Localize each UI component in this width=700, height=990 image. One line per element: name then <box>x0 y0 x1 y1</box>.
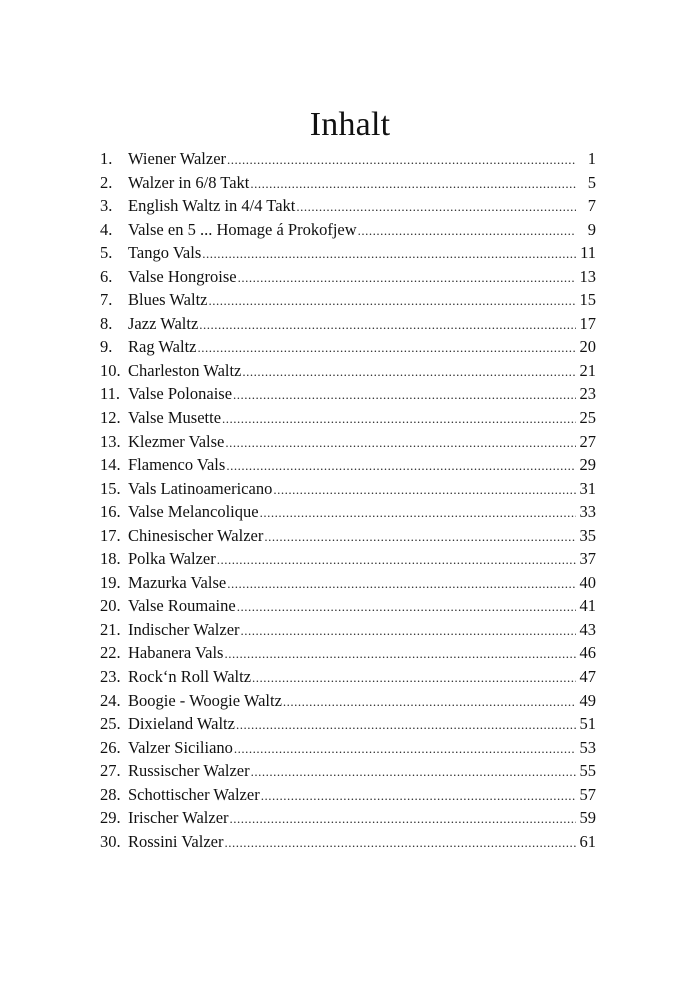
toc-entry-8[interactable] <box>100 312 596 336</box>
toc-entry-title[interactable]: Flamenco Vals <box>128 455 226 475</box>
toc-entry-title[interactable]: Rock‘n Roll Waltz <box>128 667 252 687</box>
toc-entry-number: 11. <box>100 384 121 404</box>
toc-entry-page[interactable]: 23 <box>579 384 596 404</box>
toc-entry-line <box>128 571 596 596</box>
toc-entry-title[interactable]: Rag Waltz <box>128 337 197 357</box>
toc-entry-line <box>128 430 596 455</box>
toc-entry-title[interactable]: Irischer Walzer <box>128 808 229 828</box>
toc-leader-dots <box>224 642 576 666</box>
toc-entry-number: 17. <box>100 525 121 545</box>
toc-entry-title[interactable]: Mazurka Valse <box>128 572 227 592</box>
toc-leader-dots <box>296 195 576 219</box>
toc-entry-title[interactable]: Rossini Valzer <box>128 831 224 851</box>
toc-entry-page[interactable]: 40 <box>579 572 596 592</box>
toc-entry-number: 1. <box>100 149 113 168</box>
toc-entry-page[interactable]: 7 <box>587 196 596 216</box>
toc-leader-dots <box>242 360 576 384</box>
toc-leader-dots <box>252 666 576 690</box>
toc-entry-4[interactable] <box>100 218 596 242</box>
toc-entry-line <box>128 382 596 407</box>
toc-entry-title[interactable]: Dixieland Waltz <box>128 714 235 734</box>
toc-entry-line <box>128 265 596 290</box>
toc-entry-28[interactable] <box>100 783 596 807</box>
toc-entry-29[interactable] <box>100 806 596 830</box>
toc-entry-19[interactable] <box>100 571 596 595</box>
toc-entry-24[interactable] <box>100 689 596 713</box>
toc-entry-title[interactable]: Boogie - Woogie Waltz <box>128 690 282 710</box>
toc-entry-title[interactable]: Valse Roumaine <box>128 596 236 616</box>
toc-entry-page[interactable]: 27 <box>579 431 596 451</box>
toc-entry-number: 20. <box>100 596 121 616</box>
toc-entry-line <box>128 335 596 360</box>
toc-entry-title[interactable]: Klezmer Valse <box>128 431 225 451</box>
toc-entry-number: 24. <box>100 690 121 710</box>
toc-leader-dots <box>226 454 576 478</box>
toc-entry-title[interactable]: Valse Hongroise <box>128 266 237 286</box>
toc-entry-title[interactable]: Valzer Siciliano <box>128 737 233 757</box>
toc-entry-number: 21. <box>100 619 121 639</box>
toc-leader-dots <box>241 619 576 643</box>
toc-leader-dots <box>230 807 576 831</box>
toc-entry-line <box>128 500 596 525</box>
toc-entry-line <box>128 594 596 619</box>
toc-entry-3[interactable] <box>100 194 596 218</box>
toc-entry-10[interactable] <box>100 359 596 383</box>
toc-entry-line <box>128 759 596 784</box>
toc-entry-number: 30. <box>100 831 121 851</box>
toc-entry-number: 3. <box>100 196 113 216</box>
toc-entry-page[interactable]: 33 <box>579 502 596 522</box>
toc-entry-page[interactable]: 37 <box>579 549 596 569</box>
toc-entry-page[interactable]: 61 <box>579 831 596 851</box>
toc-entry-page[interactable]: 11 <box>580 243 596 263</box>
toc-entry-line <box>128 618 596 643</box>
toc-entry-title[interactable]: Polka Walzer <box>128 549 216 569</box>
toc-entry-2[interactable] <box>100 171 596 195</box>
toc-entry-page[interactable]: 49 <box>579 690 596 710</box>
toc-leader-dots <box>237 595 576 619</box>
toc-entry-number: 29. <box>100 808 121 828</box>
toc-leader-dots <box>197 336 576 360</box>
toc-leader-dots <box>273 478 576 502</box>
toc-entry-number: 14. <box>100 455 121 475</box>
toc-entry-page[interactable]: 41 <box>579 596 596 616</box>
toc-entry-number: 10. <box>100 360 121 380</box>
toc-entry-20[interactable] <box>100 594 596 618</box>
toc-leader-dots <box>217 548 576 572</box>
toc-entry-line <box>128 524 596 549</box>
toc-leader-dots <box>222 407 576 431</box>
toc-entry-number: 26. <box>100 737 121 757</box>
toc-entry-26[interactable] <box>100 736 596 760</box>
toc-leader-dots <box>283 690 576 714</box>
toc-entry-number: 28. <box>100 784 121 804</box>
toc-entry-title[interactable]: Jazz Waltz <box>128 313 199 333</box>
toc-entry-page[interactable]: 9 <box>587 219 596 239</box>
toc-entry-number: 23. <box>100 667 121 687</box>
toc-leader-dots <box>260 501 576 525</box>
toc-entry-line <box>128 830 596 855</box>
toc-entry-title[interactable]: Valse Melancolique <box>128 502 259 522</box>
toc-entry-title[interactable]: Charleston Waltz <box>128 360 242 380</box>
toc-entry-25[interactable] <box>100 712 596 736</box>
toc-entry-line <box>128 147 596 172</box>
toc-entry-page[interactable]: 47 <box>579 667 596 687</box>
toc-entry-page[interactable]: 5 <box>587 172 596 192</box>
toc-entry-page[interactable]: 31 <box>579 478 596 498</box>
toc-leader-dots <box>251 760 576 784</box>
toc-entry-title[interactable]: Valse Musette <box>128 408 222 428</box>
toc-entry-line <box>128 453 596 478</box>
toc-entry-title[interactable]: Blues Waltz <box>128 290 208 310</box>
toc-entry-number: 7. <box>100 290 113 310</box>
toc-entry-title[interactable]: Chinesischer Walzer <box>128 525 264 545</box>
toc-entry-title[interactable]: Russischer Walzer <box>128 761 250 781</box>
toc-entry-13[interactable] <box>100 430 596 454</box>
toc-leader-dots <box>261 784 576 808</box>
toc-entry-page[interactable]: 55 <box>579 761 596 781</box>
toc-entry-page[interactable]: 20 <box>579 337 596 357</box>
toc-leader-dots <box>236 713 576 737</box>
toc-entry-number: 19. <box>100 572 121 592</box>
toc-entry-title[interactable]: Habanera Vals <box>128 643 224 663</box>
toc-entry-16[interactable] <box>100 500 596 524</box>
toc-entry-title[interactable]: Valse Polonaise <box>128 384 233 404</box>
toc-entry-line <box>128 241 596 266</box>
toc-entry-title[interactable]: Tango Vals <box>128 243 202 263</box>
toc-entry-number: 2. <box>100 172 113 192</box>
toc-entry-page[interactable]: 53 <box>579 737 596 757</box>
toc-entry-line <box>128 547 596 572</box>
toc-entry-5[interactable] <box>100 241 596 265</box>
toc-entry-22[interactable] <box>100 641 596 665</box>
toc-entry-line <box>128 171 596 196</box>
toc-entry-line <box>128 359 596 384</box>
toc-entry-line <box>128 783 596 808</box>
toc-entry-17[interactable] <box>100 524 596 548</box>
toc-entry-line <box>128 641 596 666</box>
toc-leader-dots <box>233 383 576 407</box>
toc-entry-title[interactable]: Schottischer Walzer <box>128 784 260 804</box>
toc-leader-dots <box>199 313 576 337</box>
toc-entry-line <box>128 477 596 502</box>
toc-entry-page[interactable]: 57 <box>579 784 596 804</box>
toc-entry-page[interactable]: 46 <box>579 643 596 663</box>
toc-entry-line <box>128 665 596 690</box>
toc-leader-dots <box>202 242 576 266</box>
table-of-contents <box>100 147 596 853</box>
toc-leader-dots <box>225 431 576 455</box>
toc-entry-18[interactable] <box>100 547 596 571</box>
toc-entry-number: 18. <box>100 549 121 569</box>
toc-entry-page[interactable]: 59 <box>579 808 596 828</box>
toc-entry-number: 22. <box>100 643 121 663</box>
toc-leader-dots <box>208 289 576 313</box>
toc-entry-line <box>128 218 596 243</box>
toc-entry-number: 27. <box>100 761 121 781</box>
toc-entry-number: 5. <box>100 243 113 263</box>
toc-leader-dots <box>238 266 576 290</box>
toc-entry-line <box>128 689 596 714</box>
toc-entry-page[interactable]: 51 <box>579 714 596 734</box>
toc-entry-6[interactable] <box>100 265 596 289</box>
toc-entry-page[interactable]: 1 <box>587 149 596 168</box>
toc-entry-27[interactable] <box>100 759 596 783</box>
toc-entry-page[interactable]: 17 <box>579 313 596 333</box>
toc-entry-number: 15. <box>100 478 121 498</box>
toc-entry-number: 12. <box>100 408 121 428</box>
toc-entry-number: 13. <box>100 431 121 451</box>
toc-entry-title[interactable]: Valse en 5 ... Homage á Prokofjew <box>128 219 357 239</box>
toc-leader-dots <box>264 525 576 549</box>
toc-entry-1[interactable] <box>100 147 596 171</box>
toc-entry-7[interactable] <box>100 288 596 312</box>
toc-entry-21[interactable] <box>100 618 596 642</box>
toc-entry-line <box>128 406 596 431</box>
toc-entry-line <box>128 288 596 313</box>
toc-leader-dots <box>250 172 576 196</box>
toc-leader-dots <box>227 148 576 172</box>
toc-entry-9[interactable] <box>100 335 596 359</box>
toc-entry-line <box>128 312 596 337</box>
toc-entry-page[interactable]: 29 <box>579 455 596 475</box>
toc-entry-number: 16. <box>100 502 121 522</box>
toc-entry-page[interactable]: 35 <box>579 525 596 545</box>
toc-leader-dots <box>234 737 576 761</box>
toc-leader-dots <box>227 572 576 596</box>
toc-entry-12[interactable] <box>100 406 596 430</box>
toc-entry-title[interactable]: English Waltz in 4/4 Takt <box>128 196 296 216</box>
toc-entry-title[interactable]: Wiener Walzer <box>128 149 227 168</box>
toc-entry-title[interactable]: Walzer in 6/8 Takt <box>128 172 250 192</box>
toc-entry-number: 4. <box>100 219 113 239</box>
toc-entry-line <box>128 736 596 761</box>
toc-entry-30[interactable] <box>100 830 596 854</box>
toc-entry-title[interactable]: Indischer Walzer <box>128 619 240 639</box>
toc-entry-number: 8. <box>100 313 113 333</box>
toc-entry-page[interactable]: 21 <box>579 360 596 380</box>
toc-entry-number: 6. <box>100 266 113 286</box>
toc-entry-page[interactable]: 43 <box>579 619 596 639</box>
toc-leader-dots <box>358 219 576 243</box>
page-title: Inhalt <box>309 105 391 143</box>
toc-entry-line <box>128 712 596 737</box>
toc-entry-page[interactable]: 15 <box>579 290 596 310</box>
toc-entry-14[interactable] <box>100 453 596 477</box>
toc-entry-page[interactable]: 25 <box>579 408 596 428</box>
toc-entry-line <box>128 194 596 219</box>
toc-entry-page[interactable]: 13 <box>579 266 596 286</box>
toc-entry-number: 9. <box>100 337 113 357</box>
toc-entry-11[interactable] <box>100 382 596 406</box>
toc-entry-title[interactable]: Vals Latinoamericano <box>128 478 273 498</box>
toc-entry-line <box>128 806 596 831</box>
toc-entry-15[interactable] <box>100 477 596 501</box>
toc-entry-number: 25. <box>100 714 121 734</box>
toc-leader-dots <box>224 831 576 855</box>
toc-entry-23[interactable] <box>100 665 596 689</box>
